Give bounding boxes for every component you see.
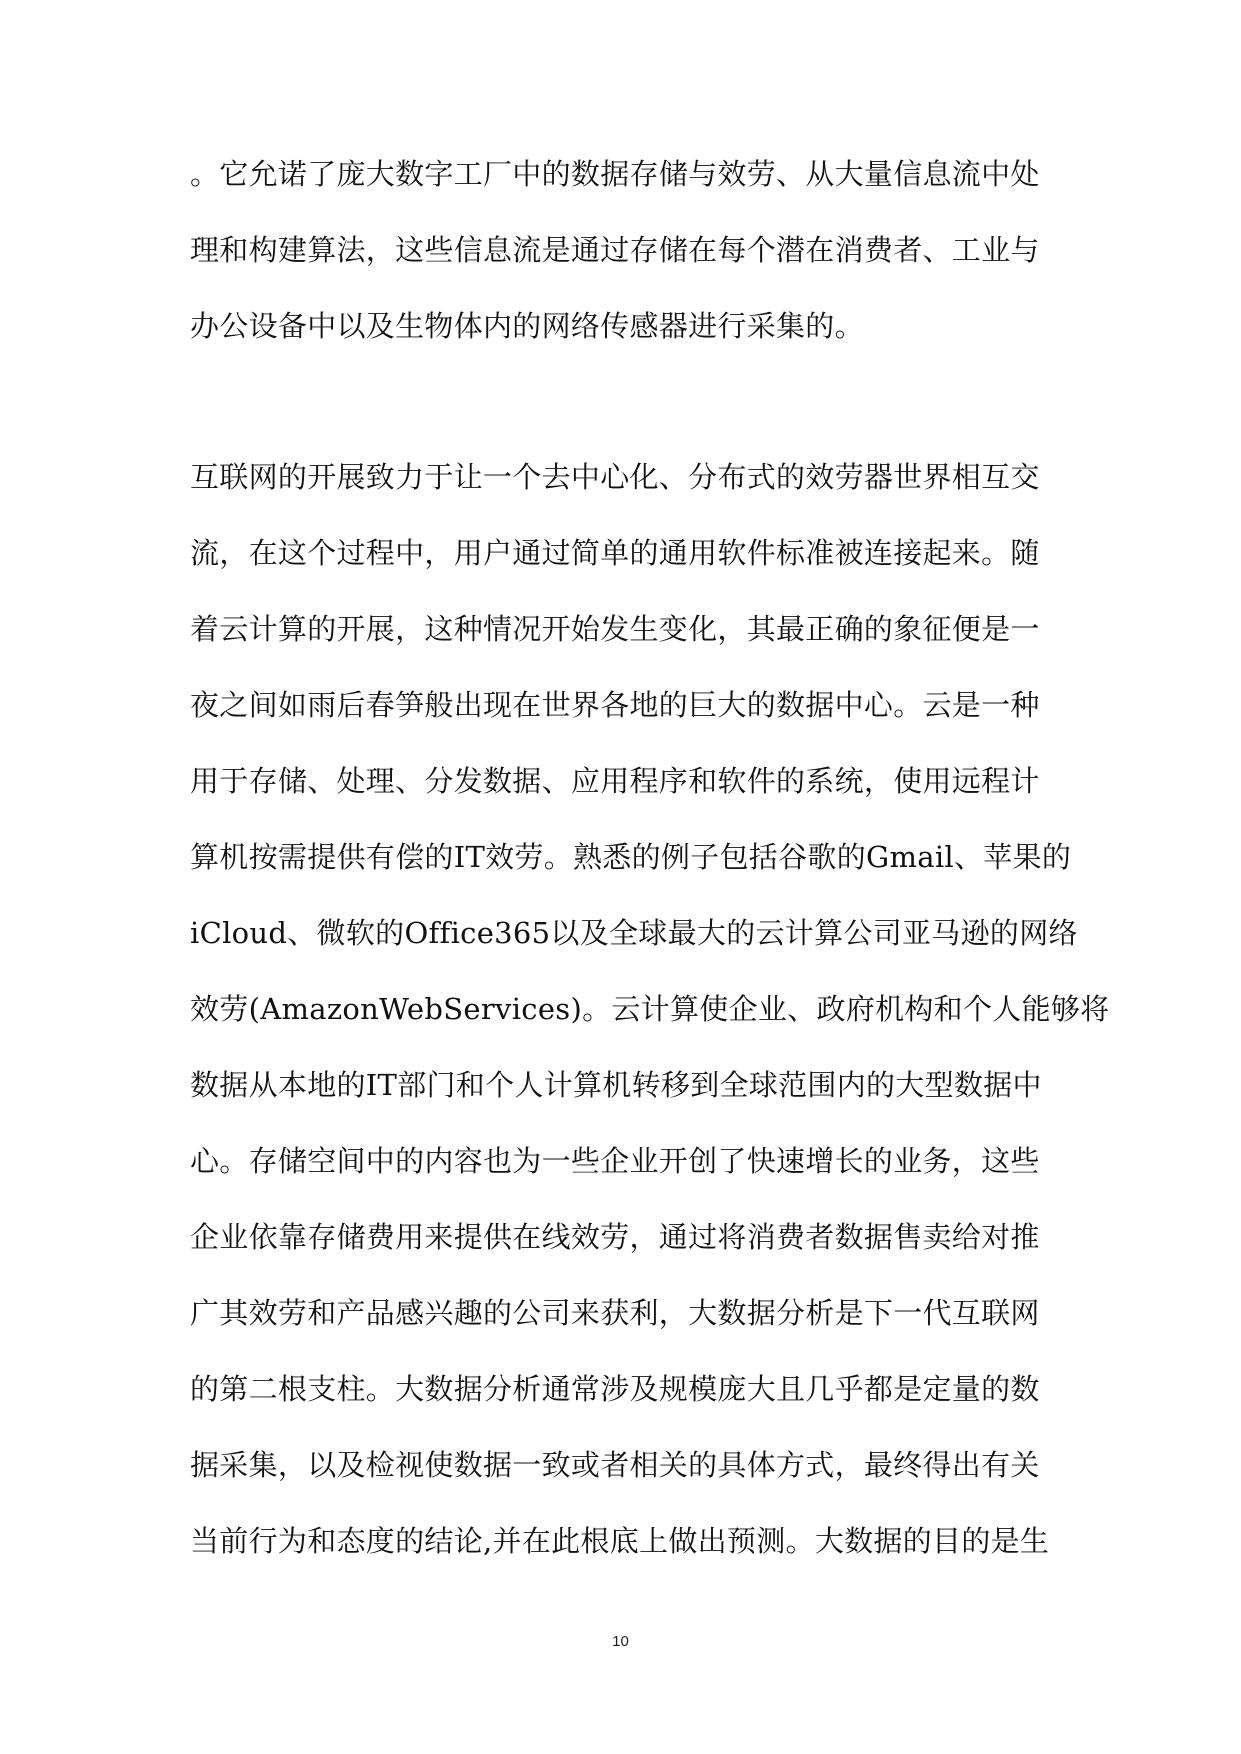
page-number: 10 [612,1633,629,1650]
text-line: 着云计算的开展，这种情况开始发生变化，其最正确的象征便是一 [190,612,1040,646]
text-line: 数据从本地的IT部门和个人计算机转移到全球范围内的大型数据中 [190,1068,1042,1102]
paragraph-cloud-computing [190,439,1110,1579]
text-line: 理和构建算法，这些信息流是通过存储在每个潜在消费者、工业与 [190,233,1040,267]
paragraph-continuation [190,136,1050,364]
text-line: 当前行为和态度的结论,并在此根底上做出预测。大数据的目的是生 [190,1524,1050,1558]
text-line: 据采集，以及检视使数据一致或者相关的具体方式，最终得出有关 [190,1448,1040,1482]
text-line: 效劳(AmazonWebServices)。云计算使企业、政府机构和个人能够将 [190,992,1110,1026]
text-line: 心。存储空间中的内容也为一些企业开创了快速增长的业务，这些 [190,1144,1040,1178]
text-line: 办公设备中以及生物体内的网络传感器进行采集的。 [190,309,864,343]
text-line: 流，在这个过程中，用户通过简单的通用软件标准被连接起来。随 [190,536,1040,570]
text-line: 广其效劳和产品感兴趣的公司来获利，大数据分析是下一代互联网 [190,1296,1040,1330]
text-line: 。它允诺了庞大数字工厂中的数据存储与效劳、从大量信息流中处 [190,157,1040,191]
text-line: 互联网的开展致力于让一个去中心化、分布式的效劳器世界相互交 [190,460,1040,494]
text-line: 算机按需提供有偿的IT效劳。熟悉的例子包括谷歌的Gmail、苹果的 [190,840,1072,874]
text-line: 企业依靠存储费用来提供在线效劳，通过将消费者数据售卖给对推 [190,1220,1040,1254]
text-line: 夜之间如雨后春笋般出现在世界各地的巨大的数据中心。云是一种 [190,688,1040,722]
text-line: 用于存储、处理、分发数据、应用程序和软件的系统，使用远程计 [190,764,1040,798]
text-line: 的第二根支柱。大数据分析通常涉及规模庞大且几乎都是定量的数 [190,1372,1040,1406]
text-line: iCloud、微软的Office365以及全球最大的云计算公司亚马逊的网络 [190,916,1078,950]
